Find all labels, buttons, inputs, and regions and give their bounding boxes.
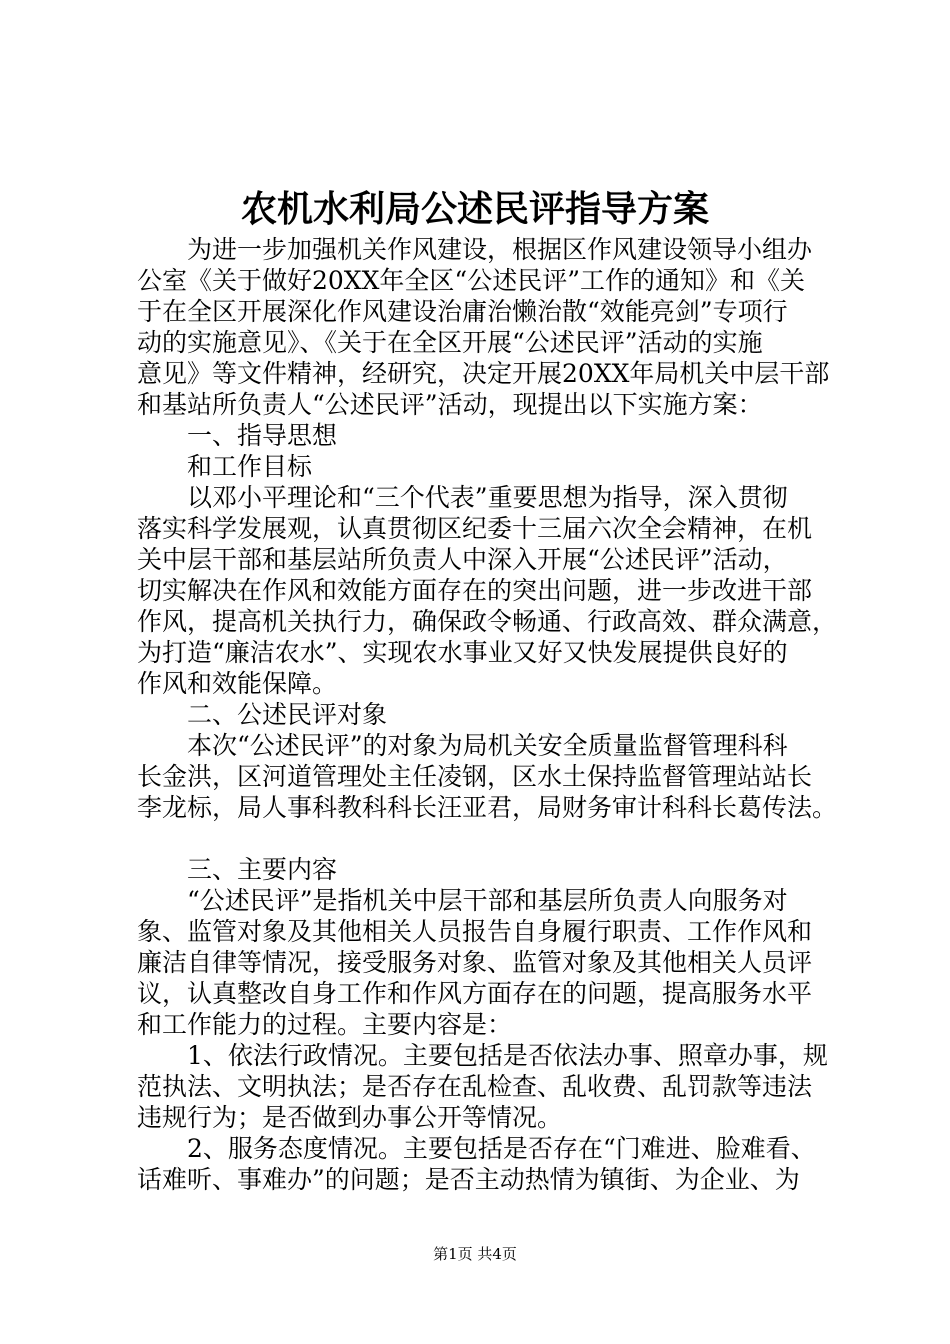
document-title: 农机水利局公述民评指导方案 xyxy=(240,188,709,230)
body-line: 以邓小平理论和“三个代表”重要思想为指导，深入贯彻 xyxy=(137,483,788,512)
body-line: 李龙标，局人事科教科科长汪亚君，局财务审计科科长葛传法。 xyxy=(137,793,838,822)
blank-line xyxy=(137,823,845,854)
body-line: 和基站所负责人“公述民评”活动，现提出以下实施方案： xyxy=(137,390,763,419)
body-line: 动的实施意见》、《关于在全区开展“公述民评”活动的实施 xyxy=(137,328,763,357)
body-line: 切实解决在作风和效能方面存在的突出问题，进一步改进干部 xyxy=(137,576,813,605)
body-line: 为进一步加强机关作风建设，根据区作风建设领导小组办 xyxy=(137,235,813,264)
body-line: 范执法、文明执法；是否存在乱检查、乱收费、乱罚款等违法 xyxy=(137,1072,813,1101)
body-line: 1、依法行政情况。主要包括是否依法办事、照章办事，规 xyxy=(137,1041,828,1070)
body-line: 议，认真整改自身工作和作风方面存在的问题，提高服务水平 xyxy=(137,979,813,1008)
body-line: 一、指导思想 xyxy=(137,421,338,450)
body-line: 三、主要内容 xyxy=(137,855,338,884)
body-line: 象、监管对象及其他相关人员报告自身履行职责、工作作风和 xyxy=(137,917,813,946)
body-line: 作风，提高机关执行力，确保政令畅通、行政高效、群众满意， xyxy=(137,607,838,636)
body-line: 关中层干部和基层站所负责人中深入开展“公述民评”活动， xyxy=(137,545,788,574)
body-line: 于在全区开展深化作风建设治庸治懒治散“效能亮剑”专项行 xyxy=(137,297,788,326)
body-line: 2、服务态度情况。主要包括是否存在“门难进、脸难看、 xyxy=(137,1134,816,1163)
body-line: 廉洁自律等情况，接受服务对象、监管对象及其他相关人员评 xyxy=(137,948,813,977)
body-line: 话难听、事难办”的问题；是否主动热情为镇街、为企业、为 xyxy=(137,1165,800,1194)
body-line: 公室《关于做好20XX年全区“公述民评”工作的通知》和《关 xyxy=(137,266,805,295)
body-line: 落实科学发展观，认真贯彻区纪委十三届六次全会精神，在机 xyxy=(137,514,813,543)
body-line: 作风和效能保障。 xyxy=(137,669,338,698)
page-footer: 第1页 共4页 xyxy=(433,1245,517,1263)
body-line: 本次“公述民评”的对象为局机关安全质量监督管理科科 xyxy=(137,731,788,760)
body-line: 和工作目标 xyxy=(137,452,313,481)
body-line: 和工作能力的过程。主要内容是： xyxy=(137,1010,513,1039)
document-body xyxy=(137,234,845,1195)
body-line: “公述民评”是指机关中层干部和基层所负责人向服务对 xyxy=(137,886,788,915)
body-line: 二、公述民评对象 xyxy=(137,700,388,729)
body-line: 长金洪，区河道管理处主任凌钢，区水土保持监督管理站站长 xyxy=(137,762,813,791)
body-line: 为打造“廉洁农水”、实现农水事业又好又快发展提供良好的 xyxy=(137,638,788,667)
body-line: 违规行为；是否做到办事公开等情况。 xyxy=(137,1103,563,1132)
body-line: 意见》等文件精神，经研究，决定开展20XX年局机关中层干部 xyxy=(137,359,830,388)
